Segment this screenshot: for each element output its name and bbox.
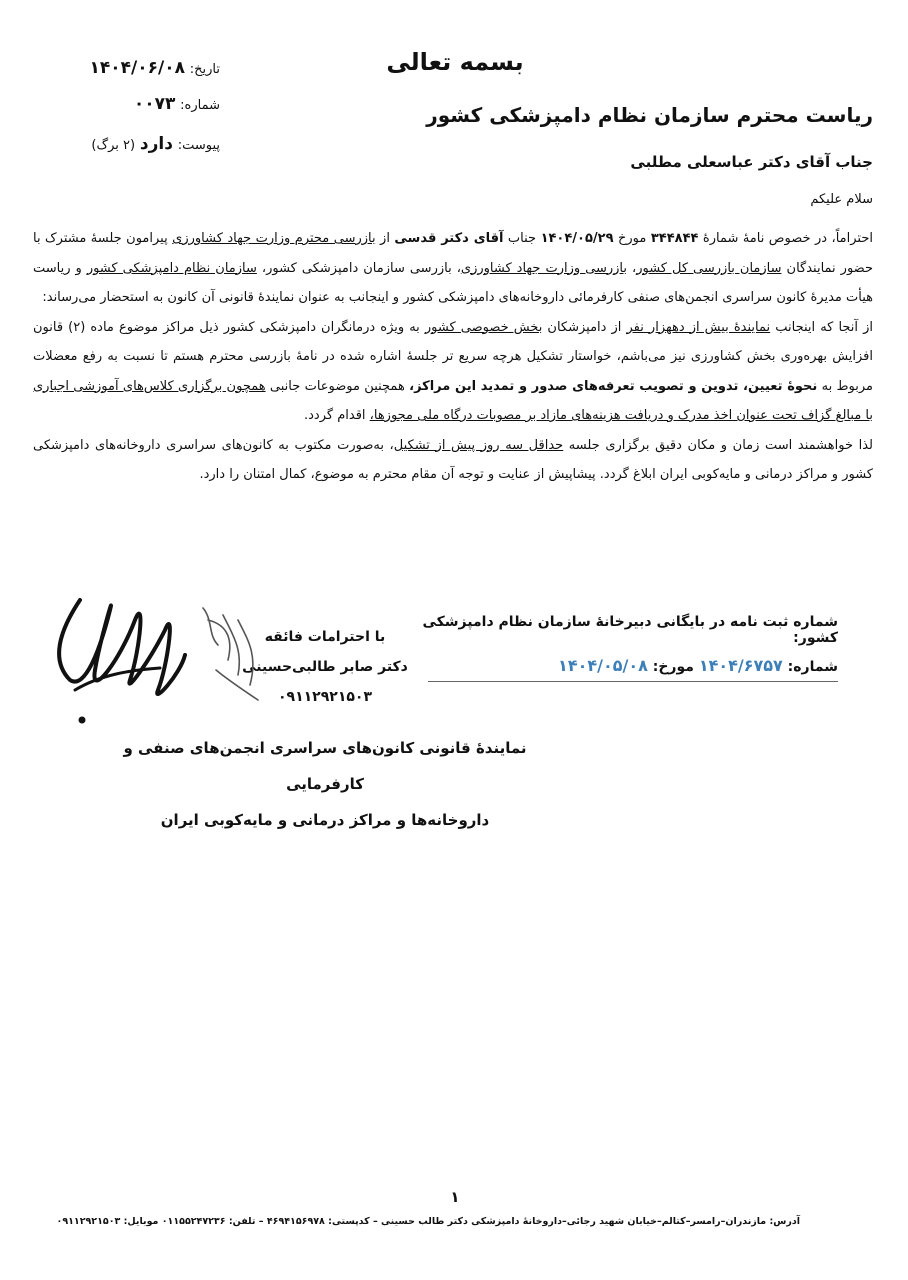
body-text: همچنین موضوعات جانبی <box>265 378 410 394</box>
date-label: تاریخ: <box>189 62 220 77</box>
letter-heading: بسمه تعالی <box>386 48 524 76</box>
registration-line <box>418 656 838 675</box>
underlined-text: نمایندهٔ بیش از دههزار نفر <box>626 319 771 335</box>
number-value: ۰۰۷۳ <box>133 94 176 114</box>
registration-underline <box>428 681 838 682</box>
paragraph-2 <box>33 313 873 431</box>
body-text: ، به‌صورت مکتوب به کانون‌های سراسری داروخانه‌های دامپزشکی کشور و مراکز درمانی و مایه‌کوبی ایران ابلاغ گردد. پیشاپیش از عنایت و توجه آن مقام محترم به موضوع، کمال امتنان را دارد. <box>33 437 873 482</box>
body-text: مورخ <box>613 231 651 246</box>
registration-date-label: مورخ: <box>652 659 694 675</box>
attachment-note: (۲ برگ) <box>91 138 136 153</box>
page-number: ۱ <box>450 1188 460 1206</box>
body-text: جناب <box>503 231 541 246</box>
person-name: آقای دکتر قدسی <box>394 231 504 246</box>
footer-address: آدرس: مازندران–رامسر–کتالم–خیابان شهید رجائی–داروخانهٔ دامپزشکی دکتر طالب حسینی – کدپستی: ۴۶۹۴۱۵۶۹۷۸ – تلفن: ۰۱۱۵۵۲۴۷۲۳۶ موبایل: ۰۹۱۱۲۹۲۱۵۰۳ <box>56 1216 800 1227</box>
number-line <box>40 94 220 114</box>
registration-label: شماره ثبت نامه در بایگانی دبیرخانهٔ سازمان نظام دامپزشکی کشور: <box>422 614 838 646</box>
body-text: اقدام گردد. <box>304 408 370 423</box>
underlined-text: بازرسی محترم وزارت جهاد کشاورزی <box>172 231 376 246</box>
body-text: احتراماً، در خصوص نامهٔ شمارهٔ <box>698 231 873 246</box>
greeting: سلام علیکم <box>810 192 873 207</box>
underlined-text: بازرسی وزارت جهاد کشاورزی <box>460 260 628 276</box>
number-label: شماره: <box>180 98 220 113</box>
bold-text: نحوهٔ تعیین، تدوین و تصویب تعرفه‌های صدور و تمدید این مراکز، <box>409 378 818 394</box>
body-text: ، <box>627 260 637 276</box>
registration-date: ۱۴۰۴/۰۵/۰۸ <box>558 656 648 675</box>
body-text: پیرامون جلسهٔ مشترک با حضور نمایندگان <box>33 231 873 276</box>
letter-body <box>33 224 873 490</box>
underlined-text: سازمان بازرسی کل کشور <box>636 260 782 276</box>
attachment-value: دارد <box>139 134 173 154</box>
body-text: از آنجا که اینجانب <box>770 319 873 335</box>
handwritten-signature <box>40 570 190 730</box>
paragraph-3 <box>33 431 873 490</box>
underlined-text: بخش خصوصی کشور <box>424 319 543 335</box>
handwritten-note <box>188 600 278 710</box>
registration-block <box>418 614 838 682</box>
representative-line-2: داروخانه‌ها و مراکز درمانی و مایه‌کوبی ایران <box>160 811 490 829</box>
closing-phrase: با احترامات فائقه <box>264 629 386 645</box>
letter-ref-date: ۱۴۰۴/۰۵/۲۹ <box>540 231 614 246</box>
body-text: ، بازرسی سازمان دامپزشکی کشور، <box>256 260 461 276</box>
recipient-attention: جناب آقای دکتر عباسعلی مطلبی <box>630 153 873 171</box>
underlined-text: سازمان نظام دامپزشکی کشور <box>86 260 257 276</box>
underlined-text: حداقل سه روز پیش از تشکیل <box>393 437 564 453</box>
underlined-text: همچون برگزاری کلاس‌های آموزشی اجباری با مبالغ گزاف تحت عنوان اخذ مدرک و دریافت هزینه‌های مازاد بر مصوبات درگاه ملی مجوزها، <box>33 378 873 423</box>
date-value: ۱۴۰۴/۰۶/۰۸ <box>89 58 185 78</box>
letter-ref-number: ۳۴۴۸۴۴ <box>650 231 699 246</box>
signer-name: دکتر صابر طالبی‌حسینی <box>242 659 408 675</box>
registration-number: ۱۴۰۴/۶۷۵۷ <box>698 656 783 675</box>
body-text: لذا خواهشمند است زمان و مکان دقیق برگزاری جلسه <box>563 437 873 453</box>
attachment-line <box>40 134 220 154</box>
attachment-label: پیوست: <box>177 138 220 153</box>
body-text: از دامپزشکان <box>542 319 627 335</box>
body-text: به ویژه درمانگران دامپزشکی کشور ذیل مراکز موضوع ماده (۲) قانون افزایش بهره‌وری بخش کشاورزی نیز می‌باشم، خواستار تشکیل هرچه سریع تر جلسهٔ اشاره شده در نامهٔ بازرسی محترم هستم تا نسبت به رفع معضلات مربوط به <box>33 319 874 394</box>
body-text: از <box>375 231 395 246</box>
date-line <box>40 58 220 78</box>
representative-title <box>110 730 540 838</box>
recipient-title: ریاست محترم سازمان نظام دامپزشکی کشور <box>426 103 873 127</box>
body-text: و ریاست هیأت مدیرهٔ کانون سراسری انجمن‌های صنفی کارفرمائی داروخانه‌های دامپزشکی کشور و اینجانب به عنوان نمایندهٔ قانونی آن کانون به استحضار می‌رساند: <box>33 260 873 305</box>
registration-number-label: شماره: <box>787 659 838 675</box>
signer-phone: ۰۹۱۱۲۹۲۱۵۰۳ <box>278 689 372 705</box>
paragraph-1 <box>33 224 873 313</box>
representative-line-1: نمایندهٔ قانونی کانون‌های سراسری انجمن‌های صنفی و کارفرمایی <box>123 739 527 793</box>
